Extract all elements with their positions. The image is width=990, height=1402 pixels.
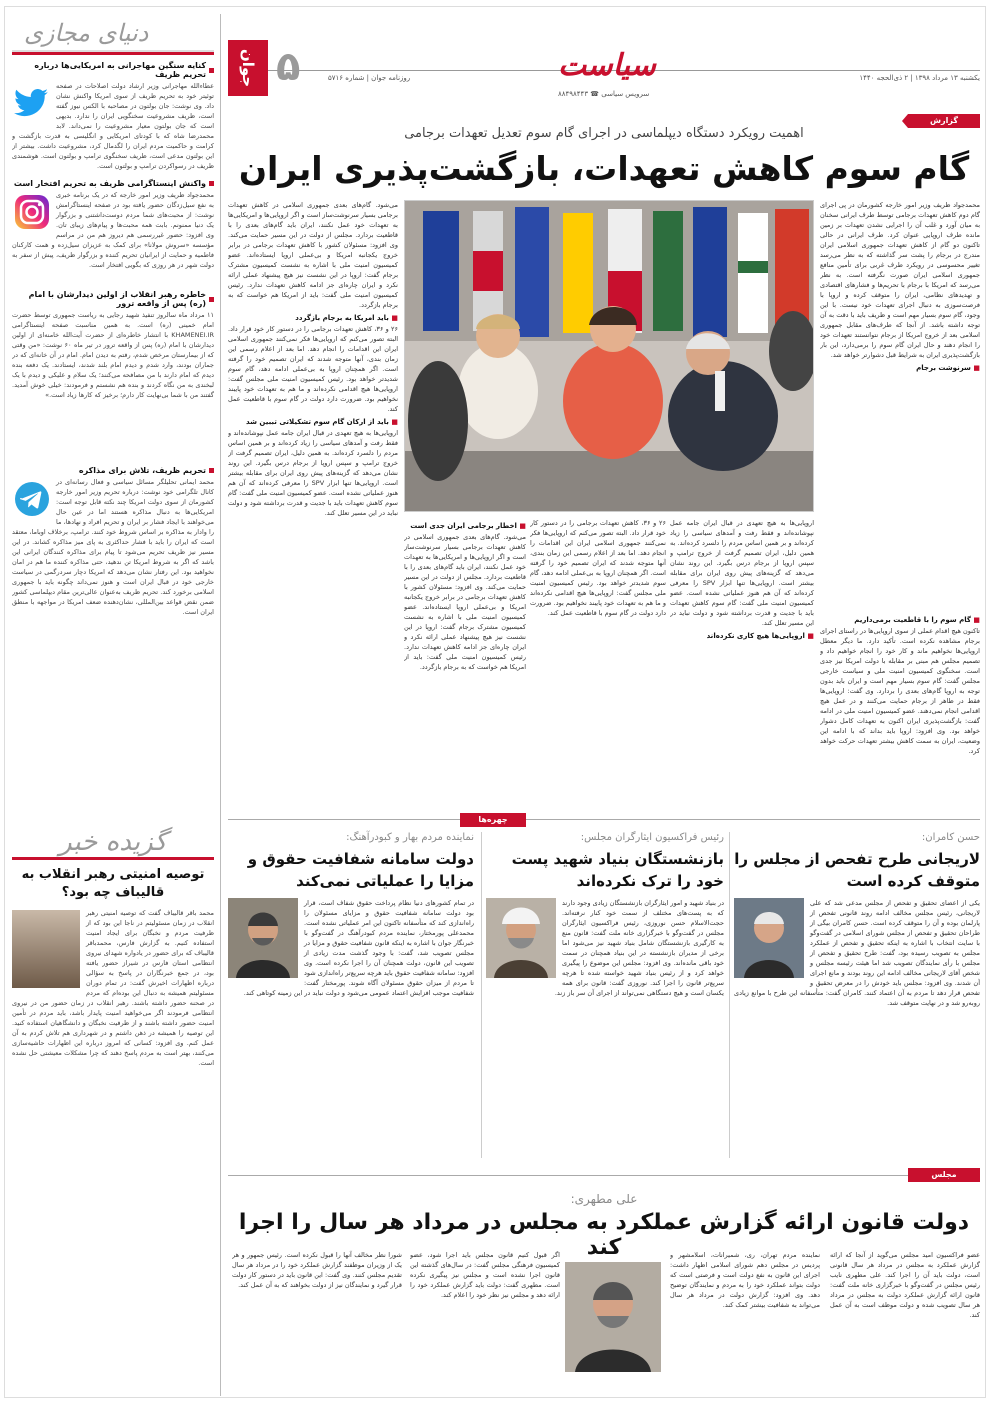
subheading: ■ اروپایی‌ها هیچ کاری نکرده‌اند — [670, 631, 814, 641]
item-head: تحریم ظریف، تلاش برای مذاکره — [78, 466, 206, 475]
article-kicker: اهمیت رویکرد دستگاه دیپلماسی در اجرای گام سوم تعدیل تعهدات برجامی — [404, 126, 804, 141]
face-title: لاریجانی طرح تفحص از مجلس را متوقف کرده است — [734, 850, 980, 890]
face-who: نماینده مردم بهار و کبودرآهنگ: — [346, 832, 474, 843]
face-title: دولت سامانه شفافیت حقوق و مزایا را عملیاتی نمی‌کند — [247, 850, 474, 890]
article-column-5: می‌شود. گام‌های بعدی جمهوری اسلامی در کاهش تعهدات برجامی بسیار سرنوشت‌ساز است و اگر اروپایی‌ها و امریکایی‌ها به تعهدات خود عمل نکنند، ایران باید گام‌های بعدی را با قاطعیت بردارد. مجلس از دولت در این مسیر حمایت می‌کند. وی افزود: مسئولان کشور با کاهش تعهدات برجامی در برابر خروج یکجانبه امریکا و بی‌عملی اروپا ایستاده‌اند. عضو کمیسیون امنیت ملی با اشاره به نشست کمیسیون مشترک برجام گفت: اروپا در این نشست نیز هیچ پیشنهاد عملی ارائه نکرد و ایران چاره‌ای جز ادامه کاهش تعهدات ندارد. رئیس کمیسیون امنیت ملی گفت: باید از امریکا هم خواست که به برجام بازگردد. ■ باید امریکا به برجام بازگردد ۲۶ و ۳۶، کاهش تعهدات برجامی را در دستور کار خود قرار داد. البته تصور می‌کنم که اروپایی‌ها فکر نمی‌کنند جمهوری اسلامی ایران این اقدامات را انجام دهد. اما بعد از اعلام رسمی این زمان بندی، آنها متوجه شدند که ایران تصمیم خود را گرفته است. اگر همچنان اروپا به بی‌عملی ادامه دهد، گام سوم شدیدتر خواهد بود. رئیس کمیسیون امنیت ملی مجلس گفت: اروپایی‌ها هیچ اقدامی نکرده‌اند و ما هم به تعهدات خود پایبند نخواهیم بود. ضرورت دارد دولت در گام سوم با قاطعیت عمل کند. ■ باید از ارکان گام سوم تشکیلاتی تببین شد اروپایی‌ها به هیچ تعهدی در قبال ایران جامه عمل نپوشانده‌اند و فقط رفت و آمدهای سیاسی را زیاد کرده‌اند و بر همین اساس مردم را دلسرد کرده‌اند. به همین دلیل، ایران تصمیم گرفت از خروج ترامپ و سپس اروپا از برجام درس بگیرد. این روند نشان می‌دهد که گزینه‌های پیش روی ایران برای مقابله بیشتر است. اروپایی‌ها تنها ابزار SPV را معرفی کرده‌اند که آن هم هنوز عملیاتی نشده است. عضو کمیسیون امنیت ملی گفت: گام سوم کاهش تعهدات باید با جدیت و قدرت برداشته شود و دولت نباید در این مسیر تعلل کند. — [228, 200, 398, 808]
face-text: در بنیاد شهید و امور ایثارگران بازنشستگان زیادی وجود دارند که به پست‌های مختلف از سمت خود کنار نرفته‌اند. حجت‌الاسلام حسن نوروزی، رئیس فراکسیون ایثارگران مجلس در گفت‌وگو با خبرگزاری خانه ملت گفت: قانون منع به کارگیری بازنشستگان شامل بنیاد شهید نیز می‌شود اما برخی از مدیران بازنشسته در این بنیاد همچنان در سمت خود باقی مانده‌اند. وی افزود: مجلس این موضوع را پیگیری خواهد کرد و از رئیس بنیاد شهید خواسته شده تا هرچه سریع‌تر قانون را اجرا کند. نوروزی گفت: قانون برای همه یکسان است و هیچ دستگاهی نمی‌تواند از اجرای آن سر باز زند. — [554, 899, 724, 997]
virtual-item-3 — [12, 290, 214, 460]
issue-date: یکشنبه ۱۳ مرداد ۱۳۹۸ | ۲ ذی‌الحجه ۱۴۴۰ — [859, 74, 980, 82]
kamran-photo — [734, 898, 804, 978]
bullet-icon — [209, 68, 214, 73]
page-header — [228, 40, 980, 100]
article-column-1b: ■ گام سوم را با قاطعیت برمی‌داریم تاکنون هیچ اقدام عملی از سوی اروپایی‌ها در راستای اجرای برجام مشاهده نکرده است. تأکید دارد. ما دیگر معطل اروپایی‌ها نخواهیم ماند و کار خود را انجام خواهیم داد و تصمیم مجلس هم مبنی بر مقابله با دولت امریکا نیز جدی است. سخنگوی کمیسیون امنیت ملی و سیاست خارجی مجلس گفت: گام سوم بسیار مهم است و ایران باید بدون توجه به اروپا گام‌های بعدی را بردارد. وی گفت: اروپایی‌ها فقط در ظاهر از برجام حمایت می‌کنند و در عمل هیچ اقدامی انجام نمی‌دهند. عضو کمیسیون امنیت ملی در ادامه گفت: بازگشت‌پذیری ایران اکنون به تعهدات کامل دشوار خواهد بود. وی افزود: اروپا باید بداند که با ادامه این وضعیت، ایران به سمت کاهش بیشتر تعهدات حرکت خواهد کرد. — [820, 612, 980, 808]
instagram-icon — [12, 192, 52, 232]
bullet-icon — [209, 468, 214, 473]
virtual-world-title: دنیای مجازی — [12, 14, 214, 52]
virtual-item-4 — [12, 466, 214, 815]
meeting-photo-illustration — [404, 201, 813, 512]
qalibaf-photo — [12, 910, 80, 988]
face-story-1 — [734, 832, 980, 1152]
majlis-tag: مجلس — [908, 1168, 980, 1182]
face-text: در تمام کشورهای دنیا نظام پرداخت حقوق شفاف است، قرار بود دولت سامانه شفافیت حقوق و مزایای مسئولان را راه‌اندازی کند که متأسفانه تاکنون این امر عملیاتی نشده است. محمدعلی پورمختار، نماینده مردم کبودرآهنگ در گفت‌وگو با خبرنگار جوان با اشاره به اینکه قانون شفافیت حقوق و مزایا در مجلس تصویب شد، گفت: با وجود گذشت مدت زیادی از تصویب این قانون، دولت همچنان آن را اجرا نکرده است. وی افزود: سامانه شفافیت حقوق باید هرچه سریع‌تر راه‌اندازی شود تا مردم از میزان حقوق مسئولان آگاه شوند. پورمختار گفت: شفافیت موجب افزایش اعتماد عمومی می‌شود و دولت نباید در این زمینه کوتاهی کند. — [243, 899, 474, 997]
red-rule — [12, 52, 214, 55]
item-head: واکنش اینستاگرامی ظریف به تحریم افتخار است — [13, 179, 206, 188]
item-text: محمدجواد ظریف وزیر امور خارجه که در یک برنامه خبری به نفع سیل‌زدگان حضور یافته بود در صفحه اینستاگرامش نوشت: از محبت‌های شما مردم دوست‌داشتنی و بزرگوار یک دنیا ممنونم. بابت همه محبت‌ها و پیام‌های زیبای تان. وی افزود: حضور غیررسمی هم دیروز هم من در مراسم مؤسسه «سروش مولانا» برای کمک به عزیزان سیل‌زده و همت کارکنان فاطمیه و حمایت از ایرانیان تحریم کننده و بزرگوار ظریف، پیش از سفر به دولت شهر در هر روزی که بگویی افتخار است. — [12, 191, 214, 269]
page-number: ۵ — [276, 44, 301, 90]
face-who: حسن کامران: — [921, 832, 980, 843]
item-text: ۱۱ مرداد ماه سالروز تنفیذ شهید رجایی به ریاست جمهوری توسط حضرت امام خمینی (ره) است. به همین مناسبت صفحه اینستاگرامی KHAMENEI.IR با انتشار خاطره‌ای از حضرت آیت‌الله خامنه‌ای از اولین دیدارشان با امام (ره) پس از واقعه ترور در تیر ماه ۶۰ نوشت: «من وقتی که از بیمارستان مرخص شدم، رفتم به دیدن امام. امام در آن خانه‌ای که در جماران بودند، وارد شدم و دیدم امام بلند شدند، ایستادند. یک دفعه بنده دیدم که امام دارند با من مصافحه می‌کنند؛ یک سلام و علیکی و دیدم با یک لبخندی به من نگاه کردند و بنده هم نشستم و فرمودند: خیلی خوش آمدید. گفتند من با شما بی‌نهایت کار دارم؛ برخیز که کارها زیاد است.» — [12, 311, 214, 399]
faces-divider — [729, 832, 730, 1158]
article-column-4: ■ اخطار برجامی ایران جدی است می‌شود. گام‌های بعدی جمهوری اسلامی در کاهش تعهدات برجامی بسیار سرنوشت‌ساز است و اگر اروپایی‌ها و امریکایی‌ها به تعهدات خود عمل نکنند، ایران باید گام‌های بعدی را با قاطعیت بردارد. مجلس از دولت در این مسیر حمایت می‌کند. وی افزود: مسئولان کشور با کاهش تعهدات برجامی در برابر خروج یکجانبه امریکا و بی‌عملی اروپا ایستاده‌اند. عضو کمیسیون امنیت ملی با اشاره به نشست کمیسیون مشترک برجام گفت: اروپا در این نشست نیز هیچ پیشنهاد عملی ارائه نکرد و ایران چاره‌ای جز ادامه کاهش تعهدات ندارد. رئیس کمیسیون امنیت ملی گفت: باید از امریکا هم خواست که به برجام بازگردد. — [404, 518, 526, 808]
face-story-3 — [228, 832, 474, 1152]
left-column — [6, 14, 221, 1396]
gozide-headline: توصیه امنیتی رهبر انقلاب به قالیباف چه بود؟ — [12, 857, 214, 908]
subheading: ■ باید از ارکان گام سوم تشکیلاتی تببین شد — [228, 417, 398, 427]
nowrouzi-photo — [486, 898, 556, 978]
face-story-2 — [486, 832, 724, 1152]
majlis-headline: دولت قانون ارائه گزارش عملکرد به مجلس در مرداد هر سال را اجرا کند — [238, 1210, 970, 1260]
subheading: ■ اخطار برجامی ایران جدی است — [404, 521, 526, 531]
face-title: بازنشستگان بنیاد شهید پست خود را ترک نکرده‌اند — [511, 850, 724, 890]
bullet-icon — [209, 181, 214, 186]
majlis-who: علی مطهری: — [570, 1192, 638, 1206]
subheading: ■ باید امریکا به برجام بازگردد — [228, 313, 398, 323]
article-headline: گام سوم کاهش تعهدات، بازگشت‌پذیری ایران — [238, 149, 970, 188]
item-text: عطاءالله مهاجرانی وزیر ارشاد دولت اصلاحات در صفحه توئیتر خود به تحریم ظریف از سوی امریکا واکنش نشان داد. وی نوشت: جان بولتون در مصاحبه با الکس نیوز گفته است، ظریف مشروعیت سخنگویی ایران را ندارد. بدیهی است که جان بولتون معیار مشروعیت را نمی‌داند. لابد محمدرضا شاه که با کودتای امریکایی و انگلیسی به قدرت بازگشت و کرامت و حاکمیت مردم ایران را لگدمال کرد، مشروعیت داشت. بیشتر از این بولتون مدعی است، ظریف سخنگوی ترامپ و بولتون است. هوشمندی ظریف در رسواکردن ترامپ و بولتون است. — [12, 82, 214, 170]
gozide-khabar-title: گزیده خبر — [59, 827, 167, 857]
motahari-photo — [565, 1262, 661, 1372]
section-brand: سیاست — [558, 48, 656, 83]
gozide-text: محمد باقر قالیباف گفت که توصیه امنیتی رهبر انقلاب در زمان مسئولیتم در ناجا این بود که از ظرفیت مردم و نخبگان برای ایجاد امنیت استفاده کنیم. به گزارش فارس، محمدباقر قالیباف که برای حضور در یادواره شهدای نیروی انتظامی استان فارس در شیراز حضور یافته بود، در جمع خبرنگاران در پاسخ به سؤالی درباره اظهارات اخیرش گفت: در تمام دوران مسئولیتم همیشه به دنبال این بوده‌ام که مردم در صحنه حضور داشته باشند. رهبر انقلاب در زمان حضور من در نیروی انتظامی فرمودند اگر می‌خواهید امنیت پایدار باشد، باید مردم در تأمین امنیت حضور داشته باشند و از ظرفیت نخبگان و دانشگاهیان استفاده کنید. این توصیه را همیشه در ذهن داشتم و در شهرداری هم تلاش کردم به آن عمل کنم. وی افزود: کسانی که امروز درباره این اظهارات حاشیه‌سازی می‌کنند، بهتر است به مردم پاسخ دهند که چرا مشکلات معیشتی حل نشده است. — [12, 909, 214, 1067]
twitter-icon — [12, 83, 52, 123]
majlis-column-2: نماینده مردم تهران، ری، شمیرانات، اسلامشهر و پردیس در مجلس دهم شورای اسلامی اظهار داشت: اجرای این قانون به نفع دولت است و فرصتی است که دولت بتواند عملکرد خود را به مردم و نمایندگان توضیح دهد. وی افزود: گزارش دولت در مرداد هر سال می‌تواند به شفافیت بیشتر کمک کند. — [670, 1251, 820, 1309]
article-column-3: ۲۶ و ۳۶، کاهش تعهدات برجامی را در دستور کار خود قرار داد. البته تصور می‌کنم که اروپایی‌ها فکر نمی‌کنند جمهوری اسلامی ایران این اقدامات را انجام دهد. اما بعد از اعلام رسمی این زمان بندی، آنها متوجه شدند که ایران تصمیم خود را گرفته است. اگر همچنان اروپا به بی‌عملی ادامه دهد، گام سوم شدیدتر خواهد بود. رئیس کمیسیون امنیت ملی مجلس گفت: اروپایی‌ها هیچ اقدامی نکرده‌اند و ما هم به تعهدات خود پایبند نخواهیم بود. ضرورت دارد دولت در گام سوم با قاطعیت عمل کند. — [530, 519, 666, 617]
faces-tag: چهره‌ها — [460, 813, 526, 827]
face-who: رئیس فراکسیون ایثارگران مجلس: — [580, 832, 724, 843]
subheading: ■ گام سوم را با قاطعیت برمی‌داریم — [820, 615, 980, 625]
item-text: محمد ایمانی تحلیلگر مسائل سیاسی و فعال رسانه‌ای در کانال تلگرامی خود نوشت: درباره تحریم وزیر امور خارجه کشورمان از سوی دولت امریکا چند نکته قابل توجه است: امریکایی‌ها به دنبال مذاکره هستند اما در عین حال می‌خواهند با ایجاد فشار بر ایران و تحریم افراد و نهادها، ما را وادار به مذاکره بر اساس شروط خود کنند. ترامپ، برخلاف اوباما، معتقد است که ایران را باید با فشار حداکثری به پای میز مذاکره کشاند. در این مسیر نیز ظریف تحریم می‌شود تا پیام برای مذاکره کنندگان ایرانی این باشد که اگر به شروط امریکا تن ندهید، حتی مذاکره کننده ما هم در امان نخواهید بود. این رفتار نشان می‌دهد که امریکا دچار سردرگمی در سیاست خارجی خود در قبال ایران است و هنوز نمی‌داند چگونه باید با جمهوری اسلامی برخورد کند. تحریم ظریف به‌عنوان عالی‌ترین مقام دیپلماسی کشور ضمن نقض قواعد بین‌المللی، نشان‌دهنده ضعف امریکا در مواجهه با منطق ایران است. — [12, 478, 214, 616]
article-column-1: محمدجواد ظریف وزیر امور خارجه کشورمان در پی اجرای گام دوم کاهش تعهدات برجامی توسط طرف ایرانی سخنان به میان آورد و غلب آن را اجرایی نشدن تعهدات بر زمین مانده طرف اروپایی عنوان کرد. طرف ایرانی در حالی تاکنون دو گام از کاهش تعهدات جمهوری اسلامی ایران مندرج در برجام را پشت سر گذاشته که به نظر می‌رسد تغییر محسوسی در رویکرد طرف غربی برای تأمین منافع جمهوری اسلامی ایران صورت نگرفته است. به نظر می‌رسد که امریکا با برجام با تحریم‌ها و فشارهای اقتصادی و تهدیدهای نظامی، ایران را متوقف کرده و اروپا با فرصت‌سوزی به دنبال اجرای تعهدات خود نیست. با این وجود، گام سوم بسیار مهم است و ظریف باید با دقت به آن توجه داشته باشد. از آنجا که طرف‌های مقابل جمهوری اسلامی بعد از خروج امریکا از برجام نتوانستند تعهدات خود را انجام دهند و حال ایران گام سوم را برمی‌دارد، این بار بازگشت‌پذیری ایران به شرایط قبل دشوارتر خواهد شد. ■ سرنوشت برجام — [820, 200, 980, 610]
paper-meta: روزنامه جوان | شماره ۵۷۱۶ — [328, 74, 411, 82]
javan-logo: جوان — [228, 40, 268, 96]
item-head: خاطره رهبر انقلاب از اولین دیدارشان با امام (ره) پس از واقعه ترور — [28, 290, 206, 308]
bullet-icon — [209, 297, 214, 302]
virtual-item-2 — [12, 179, 214, 284]
majlis-column-3: اگر قبول کنیم قانون مجلس باید اجرا شود، عضو کمیسیون فرهنگی مجلس گفت: در سال‌های گذشته این قانون اجرا نشده است و مجلس نیز پیگیری نکرده است. مطهری گفت: دولت باید گزارش عملکرد خود را ارائه دهد و مجلس نیز نظر خود را اعلام کند. — [410, 1251, 560, 1299]
majlis-rule — [228, 1175, 908, 1176]
majlis-column-4: شورا نظر مخالف آنها را قبول نکرده است. رئیس جمهور و هر یک از وزیران موظفند گزارش عملکرد خود را در مرداد هر سال تقدیم مجلس کنند. وی گفت: این قانون باید در دستور کار دولت قرار گیرد و نمایندگان نیز از دولت بخواهند که به آن عمل کند. — [232, 1251, 402, 1289]
virtual-item-1 — [12, 61, 214, 173]
face-text: یکی از اعضای تحقیق و تفحص از مجلس مدعی شد که علی لاریجانی، رئیس مجلس مخالف ادامه روند قانونی تفحص از پارلمان بوده و آن را متوقف کرده است. حسن کامران بیگی از طراحان تحقیق و تفحص از مجلس شورای اسلامی در گفت‌وگو با سایت انتخاب با اشاره به اینکه تحقیق و تفحص از عملکرد مجلس به تصویب رسیده بود، گفت: طرح تحقیق و تفحص از مجلس با رأی نمایندگان تصویب شد اما هیئت رئیسه مجلس و شخص آقای لاریجانی مخالف ادامه این روند بودند و مانع اجرای آن شدند. وی افزود: مجلس باید خودش را در معرض تحقیق و تفحص قرار دهد تا مردم به آن اعتماد کنند. کامران گفت: متأسفانه این طرح با موانع زیادی روبه‌رو شد و در نهایت متوقف شد. — [734, 899, 980, 1007]
faces-divider — [481, 832, 482, 1158]
majlis-column-1: عضو فراکسیون امید مجلس می‌گوید از آنجا که ارائه گزارش عملکرد به مجلس در مرداد هر سال قانونی است، دولت باید آن را اجرا کند. علی مطهری نایب رئیس مجلس در گفت‌وگو با خبرگزاری خانه ملت گفت: قانون ارائه گزارش عملکرد دولت به مجلس در مرداد هر سال تصویب شده و دولت موظف است به آن عمل کند. — [830, 1251, 980, 1319]
section-phone: سرویس سیاسی ☎ ۸۸۴۹۸۴۴۳ — [558, 90, 650, 98]
diplomats-photo — [404, 200, 814, 512]
faces-rule — [228, 819, 980, 820]
pourmokhtar-photo — [228, 898, 298, 978]
subheading: ■ سرنوشت برجام — [820, 363, 980, 373]
report-tag: گزارش — [908, 114, 980, 128]
article-column-2: اروپایی‌ها به هیچ تعهدی در قبال ایران جامه عمل نپوشانده‌اند و فقط رفت و آمدهای سیاسی را زیاد کرده‌اند و بر همین اساس مردم را دلسرد کرده‌اند. به همین دلیل، ایران تصمیم گرفت از خروج ترامپ و سپس اروپا از برجام درس بگیرد. این روند نشان می‌دهد که گزینه‌های پیش روی ایران برای مقابله بیشتر است. اروپایی‌ها تنها ابزار SPV را معرفی کرده‌اند که آن هم هنوز عملیاتی نشده است. عضو کمیسیون امنیت ملی گفت: گام سوم کاهش تعهدات باید با جدیت و قدرت برداشته شود و دولت نباید در این مسیر تعلل کند. ■ اروپایی‌ها هیچ کاری نکرده‌اند — [670, 518, 814, 808]
telegram-icon — [12, 479, 52, 519]
item-head: کنایه سنگین مهاجرانی به امریکایی‌ها درباره تحریم ظریف — [34, 61, 206, 79]
